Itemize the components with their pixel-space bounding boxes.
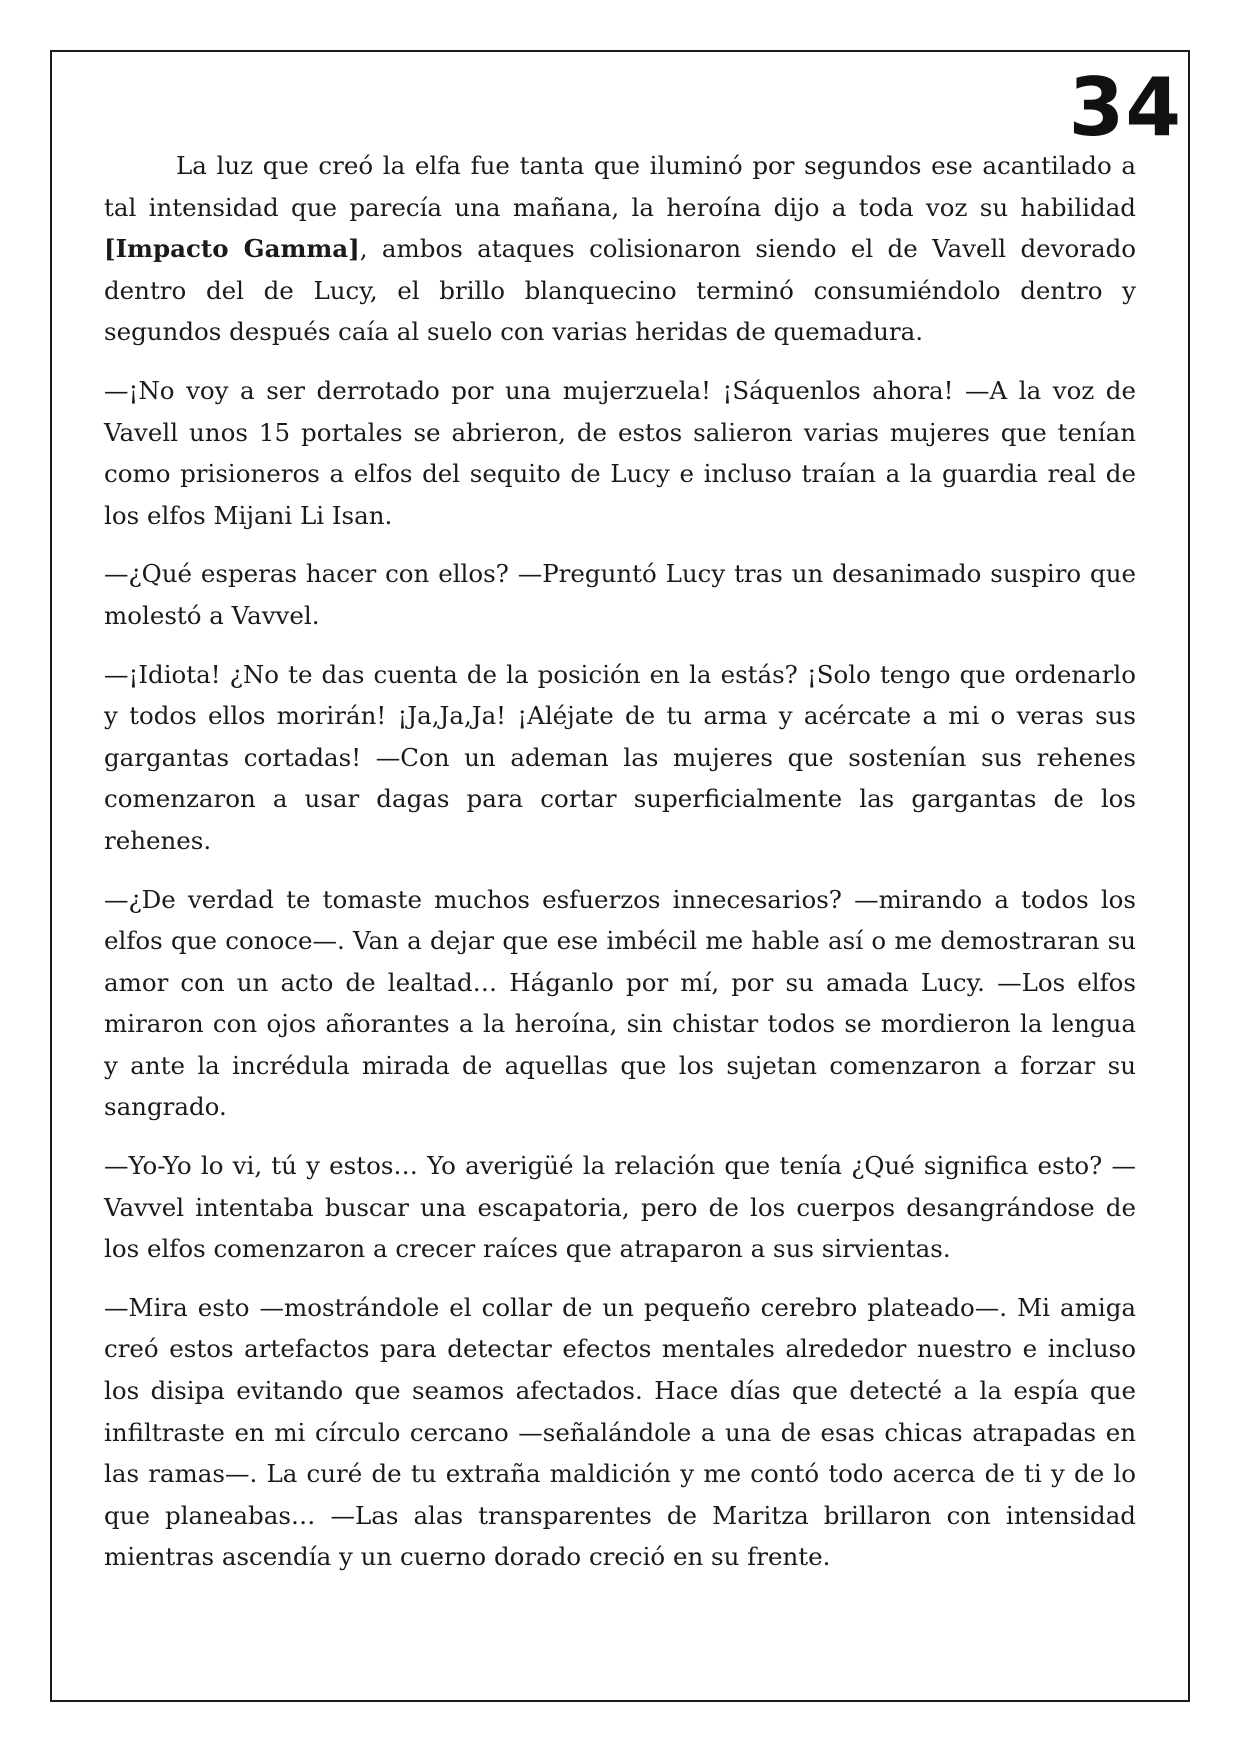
page-number: 34 <box>1068 61 1182 154</box>
paragraph-2: —¡No voy a ser derrotado por una mujerzuela! ¡Sáquenlos ahora! —A la voz de Vavell unos 15 portales se abrieron, de estos salieron varias mujeres que tenían como prisioneros a elfos del sequito de Lucy e incluso traían a la guardia real de los elfos Mijani Li Isan. <box>104 375 1136 530</box>
skill-name: [Impacto Gamma] <box>104 234 360 264</box>
paragraph-1-text-start: La luz que creó la elfa fue tanta que iluminó por segundos ese acantilado a tal intensidad que parecía una mañana, la heroína dijo a toda voz su habilidad <box>104 151 1136 222</box>
paragraph-3: —¿Qué esperas hacer con ellos? —Preguntó Lucy tras un desanimado suspiro que molestó a Vavvel. <box>104 559 1136 630</box>
text-body <box>104 145 1136 1595</box>
paragraph-1 <box>104 145 1136 353</box>
paragraph-1-text-end: , ambos ataques colisionaron siendo el de Vavell devorado dentro del de Lucy, el brillo blanquecino terminó consumiéndolo dentro y segundos después caía al suelo con varias heridas de quemadura. <box>104 234 1137 347</box>
paragraph-4: —¡Idiota! ¿No te das cuenta de la posición en la estás? ¡Solo tengo que ordenarlo y todos ellos morirán! ¡Ja,Ja,Ja! ¡Aléjate de tu arma y acércate a mi o veras sus gargantas cortadas! —Con un ademan las mujeres que sostenían sus rehenes comenzaron a usar dagas para cortar superficialmente las gargantas de los rehenes. <box>104 659 1136 855</box>
paragraph-7: —Mira esto —mostrándole el collar de un pequeño cerebro plateado—. Mi amiga creó estos artefactos para detectar efectos mentales alrededor nuestro e incluso los disipa evitando que seamos afectados. Hace días que detecté a la espía que infiltraste en mi círculo cercano —señalándole a una de esas chicas atrapadas en las ramas—. La curé de tu extraña maldición y me contó todo acerca de ti y de lo que planeabas… —Las alas transparentes de Maritza brillaron con intensidad mientras ascendía y un cuerno dorado creció en su frente. <box>104 1292 1136 1572</box>
paragraph-5: —¿De verdad te tomaste muchos esfuerzos innecesarios? —mirando a todos los elfos que conoce—. Van a dejar que ese imbécil me hable así o me demostraran su amor con un acto de lealtad… Háganlo por mí, por su amada Lucy. —Los elfos miraron con ojos añorantes a la heroína, sin chistar todos se mordieron la lengua y ante la incrédula mirada de aquellas que los sujetan comenzaron a forzar su sangrado. <box>104 884 1136 1122</box>
paragraph-6: —Yo-Yo lo vi, tú y estos… Yo averigüé la relación que tenía ¿Qué significa esto? —Vavvel intentaba buscar una escapatoria, pero de los cuerpos desangrándose de los elfos comenzaron a crecer raíces que atraparon a sus sirvientas. <box>104 1151 1136 1264</box>
